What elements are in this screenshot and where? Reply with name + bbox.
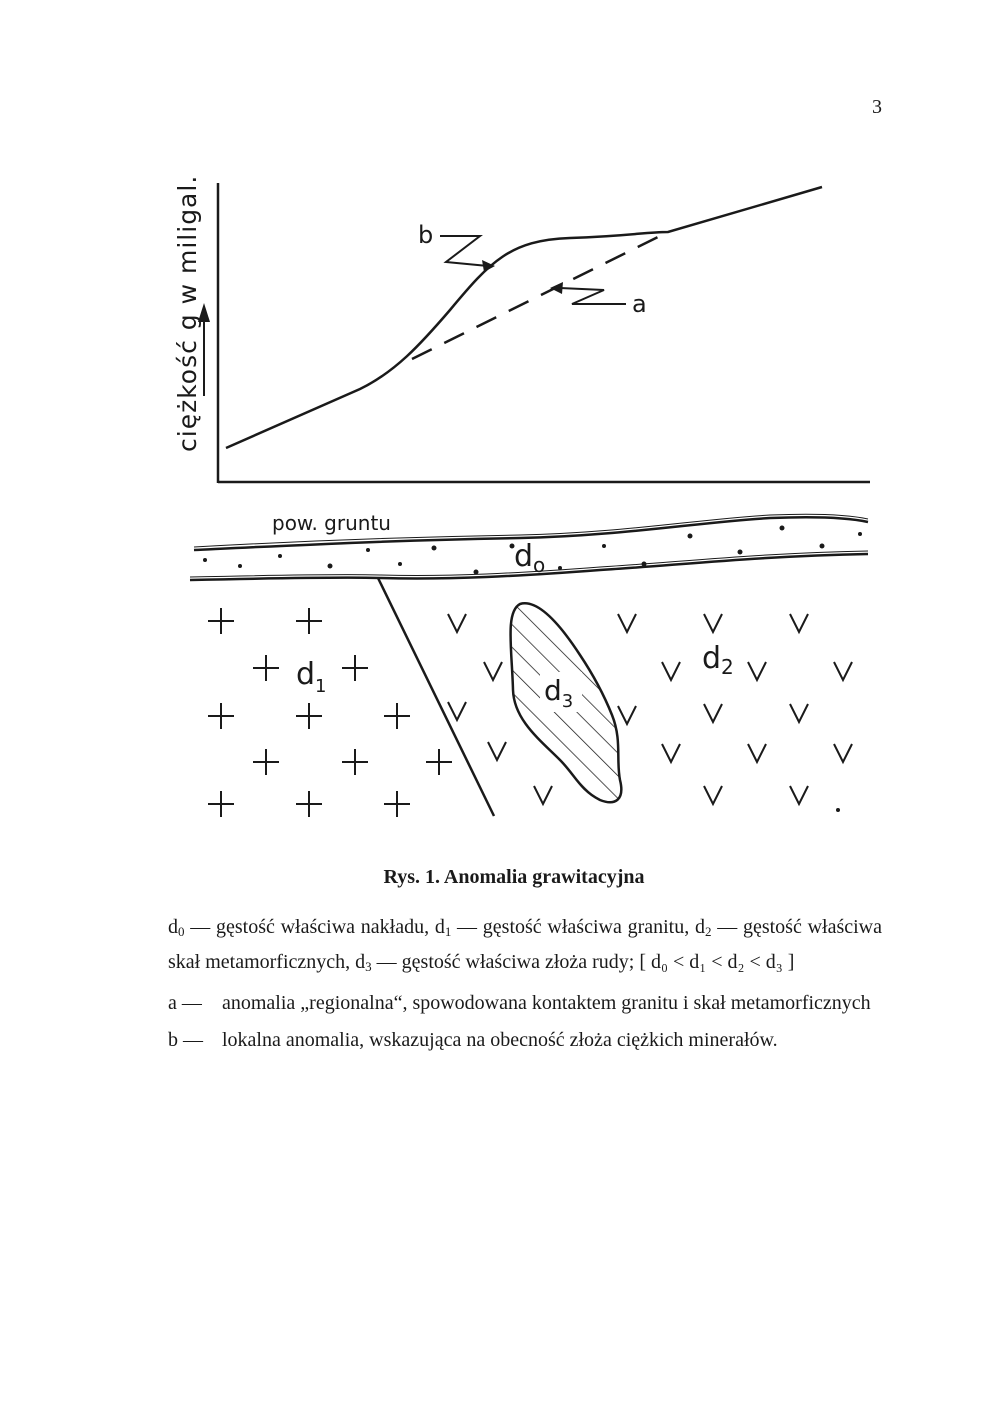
layer-d2-label: $d_2$ xyxy=(702,641,734,679)
y-axis-label: ciężkość g w miligal. xyxy=(173,174,202,452)
legend-item-b xyxy=(168,1025,882,1056)
figure-legend xyxy=(168,912,882,1056)
fault-line xyxy=(378,578,494,816)
legend-item-letter: a — xyxy=(168,992,202,1014)
granite-symbols xyxy=(208,608,452,817)
density-inequality: [ d₀ < d₁ < d₂ < d₃ ] xyxy=(639,951,795,973)
layer-d0-label: $d_o$ xyxy=(514,539,546,577)
legend-item-text: lokalna anomalia, wskazująca na obecność złoża ciężkich minerałów. xyxy=(222,1029,778,1051)
legend-item-letter: b — xyxy=(168,1029,203,1051)
curve-b-label: b xyxy=(418,221,434,249)
curve-a xyxy=(412,232,668,359)
legend-item-a xyxy=(168,988,882,1019)
ore-body-d3 xyxy=(500,595,635,810)
y-axis-label-group xyxy=(173,175,210,452)
label-b-group xyxy=(418,221,495,272)
layer-d1-label: $d_1$ xyxy=(296,657,327,697)
label-a-group xyxy=(550,282,647,318)
curve-a-label: a xyxy=(632,290,647,318)
ground-surface-label: pow. gruntu xyxy=(272,511,391,535)
figure-caption: Rys. 1. Anomalia grawitacyjna xyxy=(383,866,645,888)
density-legend: $d_0$ — gęstość właściwa nakładu, $d_1$ — gęstość właściwa granitu, $d_2$ — gęstość właściwa skał metamorficznych, $d_3$ — gęstość właściwa złoża rudy; [ d₀ < d₁ < d₂ < d₃ ] xyxy=(168,916,882,974)
layer-d3-label: $d_3$ xyxy=(544,674,574,712)
curve-b xyxy=(226,187,822,448)
page-number: 3 xyxy=(872,96,882,118)
metamorphic-symbols xyxy=(448,614,852,804)
legend-item-text: anomalia „regionalna“, spowodowana kontaktem granitu i skał metamorficznych xyxy=(222,992,871,1014)
